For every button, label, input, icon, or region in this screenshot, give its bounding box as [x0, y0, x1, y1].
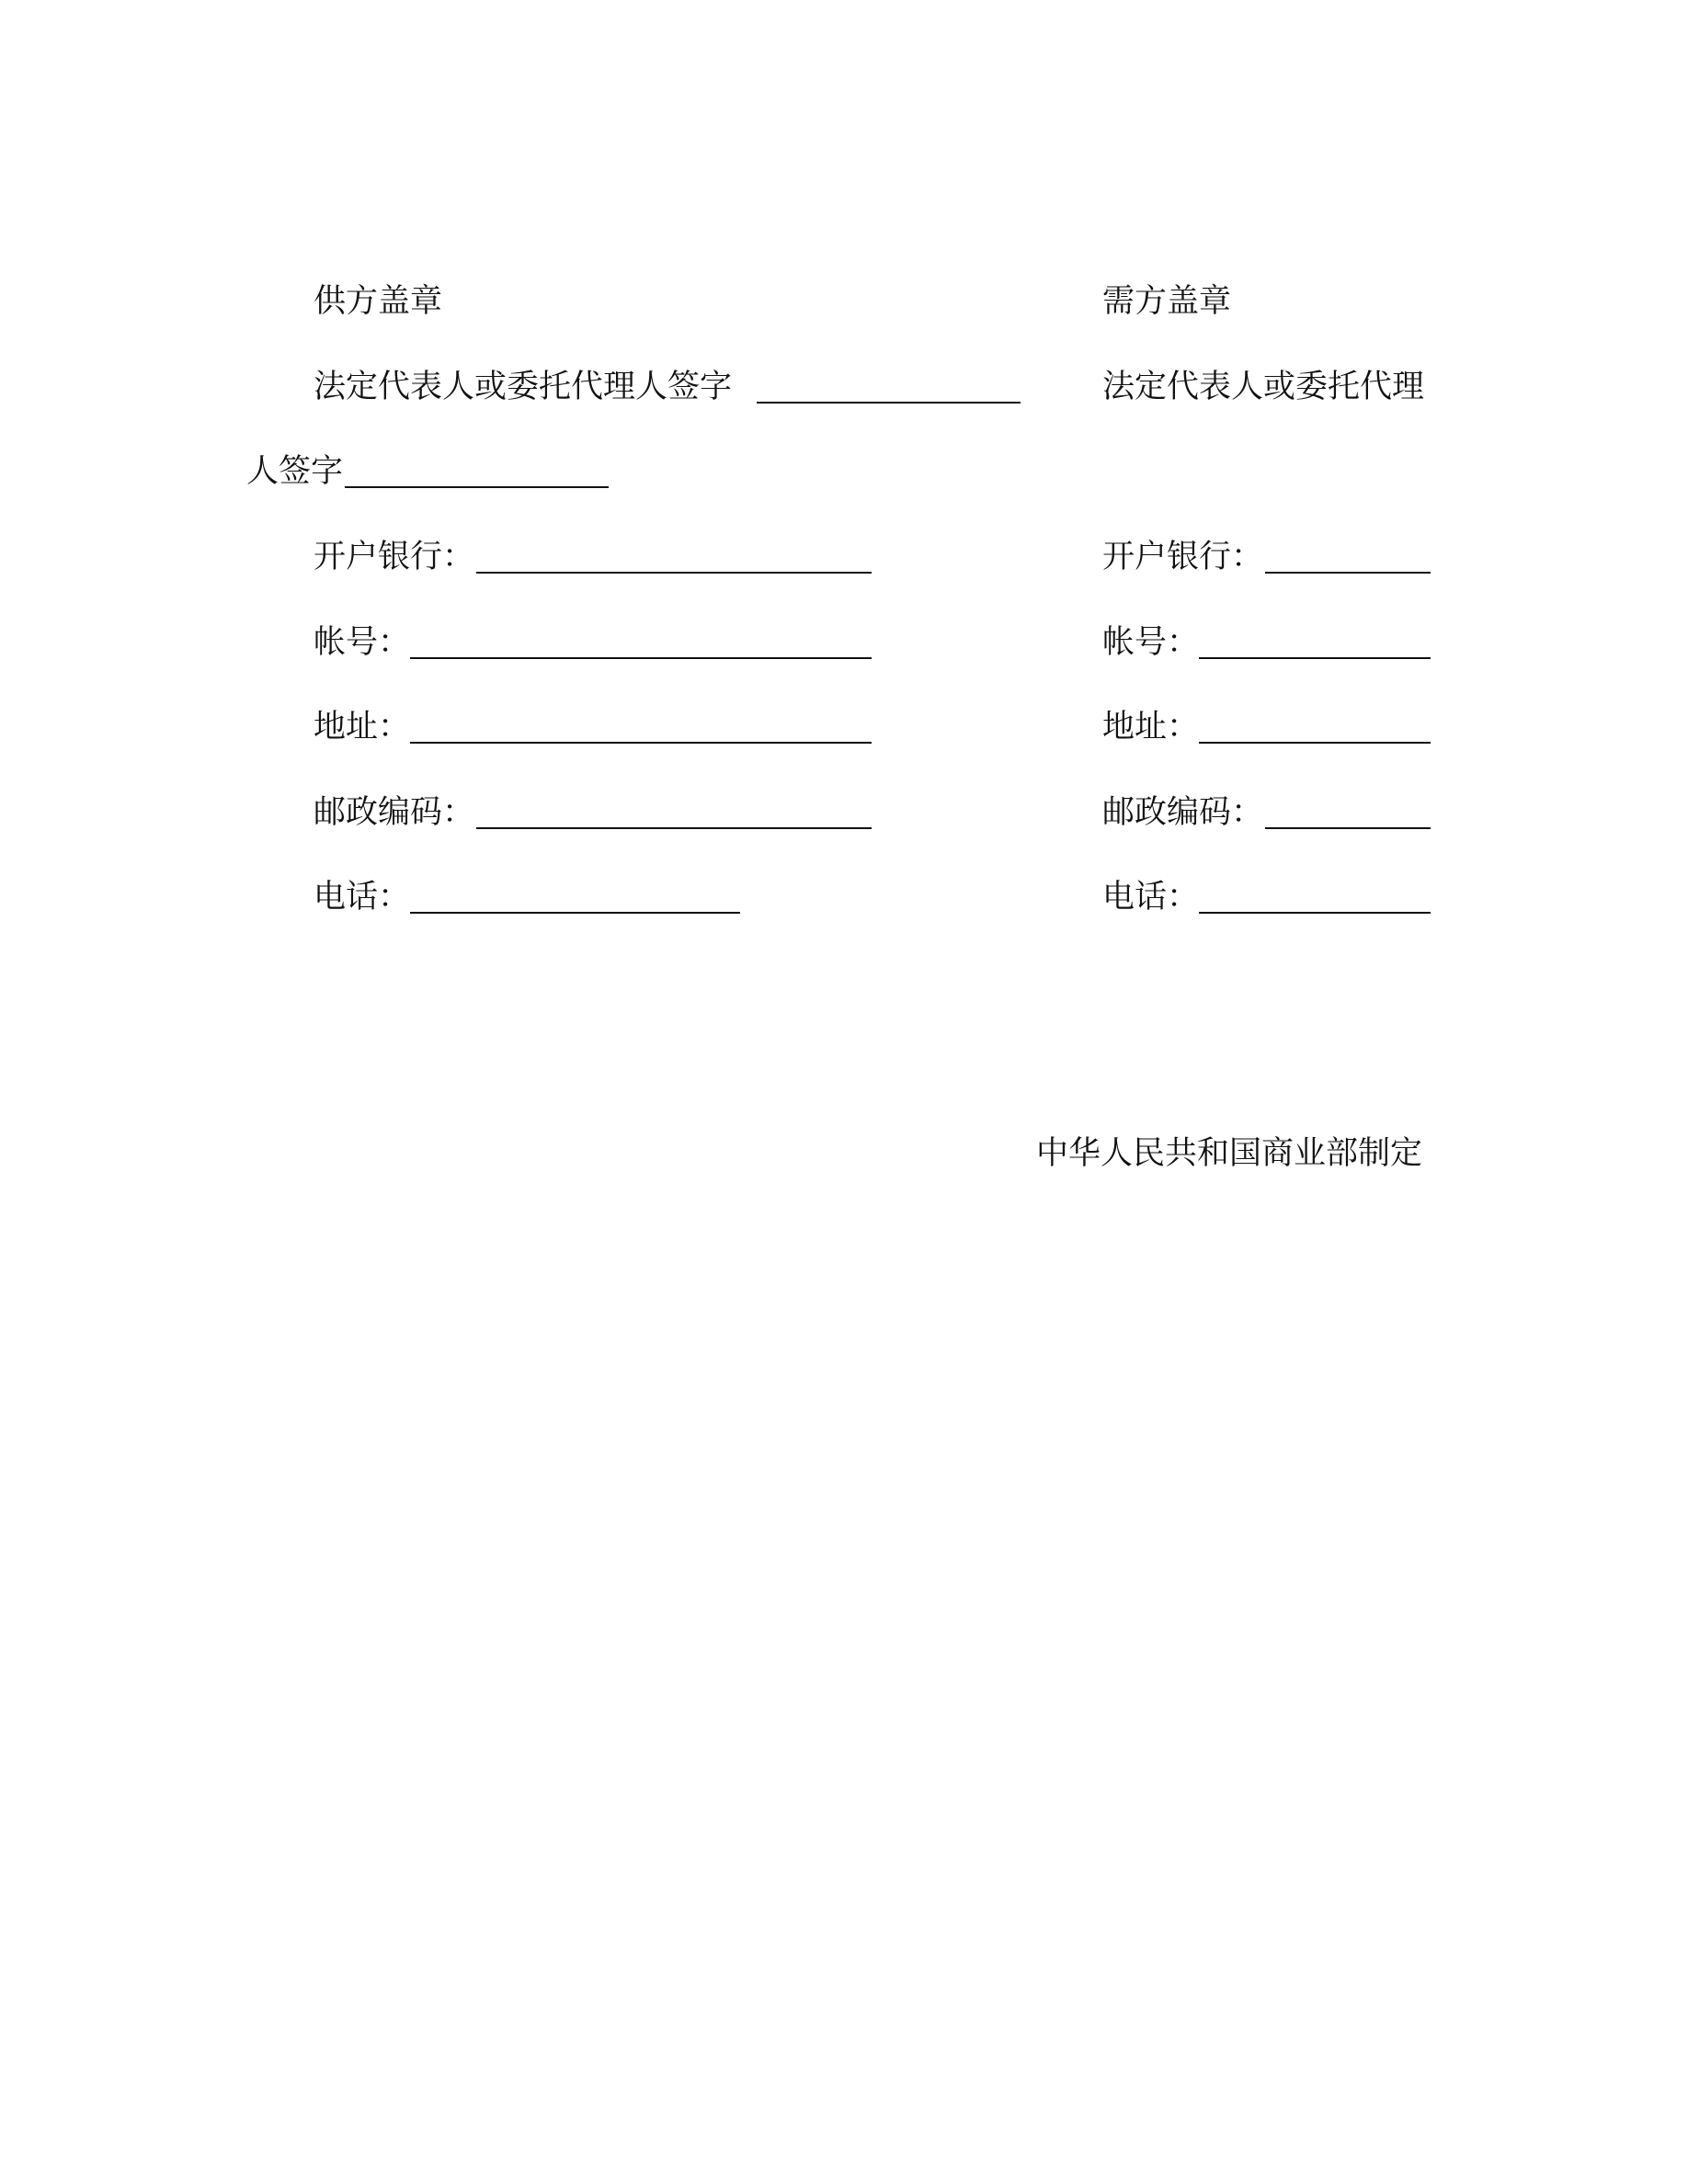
supplier-address-line[interactable]: [410, 742, 872, 744]
buyer-postcode-line[interactable]: [1265, 827, 1431, 829]
supplier-address-label: 地址：: [314, 709, 411, 745]
supplier-bank-line[interactable]: [476, 572, 872, 574]
supplier-phone-line[interactable]: [410, 912, 740, 914]
supplier-phone-label: 电话：: [314, 879, 411, 916]
supplier-postcode-line[interactable]: [476, 827, 872, 829]
buyer-account-line[interactable]: [1199, 657, 1431, 659]
supplier-signature-label-continued: 人签字: [246, 453, 344, 490]
buyer-account-label: 帐号：: [1102, 624, 1200, 661]
buyer-signature-label: 法定代表人或委托代理: [1102, 369, 1425, 405]
supplier-account-line[interactable]: [410, 657, 872, 659]
buyer-phone-label: 电话：: [1102, 879, 1200, 916]
buyer-bank-label: 开户银行：: [1102, 539, 1264, 575]
supplier-signature-label: 法定代表人或委托代理人签字: [314, 369, 733, 405]
buyer-bank-line[interactable]: [1265, 572, 1431, 574]
buyer-postcode-label: 邮政编码：: [1102, 794, 1264, 831]
supplier-postcode-label: 邮政编码：: [314, 794, 475, 831]
buyer-phone-line[interactable]: [1199, 912, 1431, 914]
buyer-seal-label: 需方盖章: [1102, 283, 1232, 320]
supplier-signature-line[interactable]: [757, 402, 1021, 404]
buyer-address-label: 地址：: [1102, 709, 1200, 745]
supplier-seal-label: 供方盖章: [314, 283, 443, 320]
issuer-line: 中华人民共和国商业部制定: [1036, 1135, 1423, 1172]
supplier-bank-label: 开户银行：: [314, 539, 475, 575]
buyer-address-line[interactable]: [1199, 742, 1431, 744]
supplier-account-label: 帐号：: [314, 624, 411, 661]
supplier-signature-line-continued[interactable]: [345, 486, 609, 488]
